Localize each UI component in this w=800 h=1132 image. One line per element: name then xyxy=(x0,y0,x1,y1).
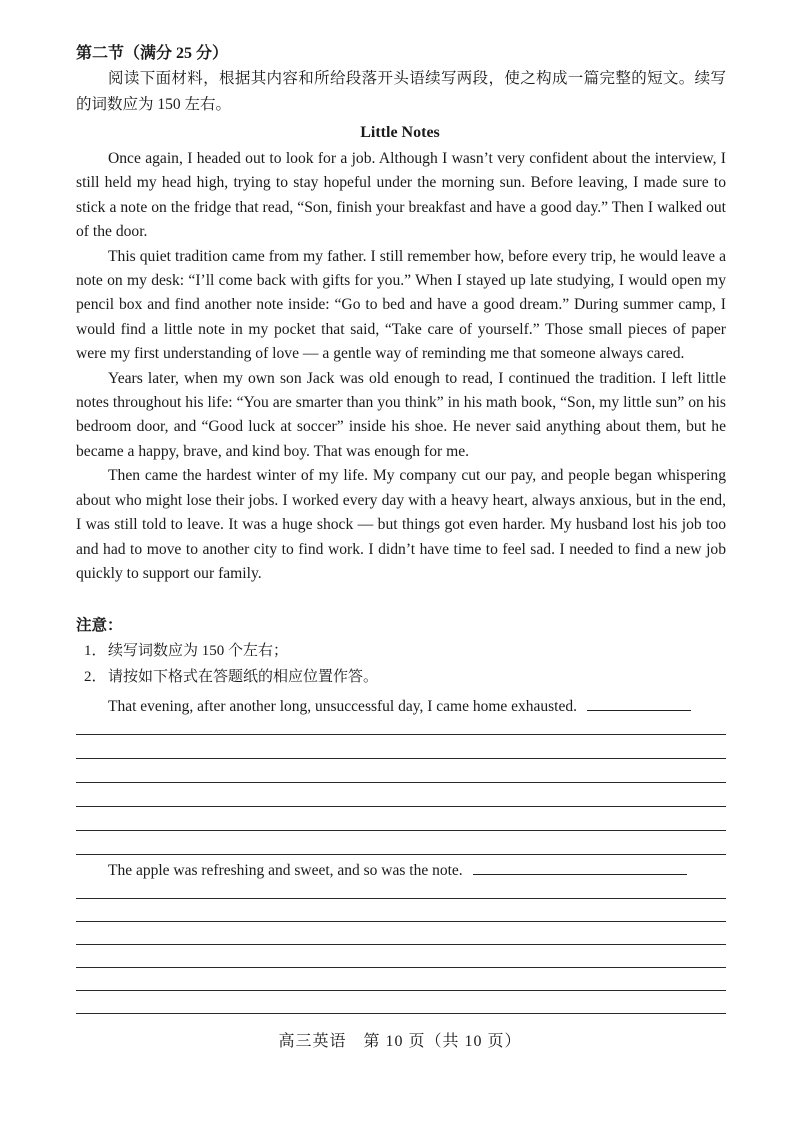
story-paragraph: Years later, when my own son Jack was old enough to read, I continued the tradition. I left little notes throughout his life: “You are smarter than you think” in his math book, “Son, my little sun” on his bedroom door, and “Good luck at soccer” inside his shoe. He never said anything about them, but he became a happy, brave, and kind boy. That was enough for me. xyxy=(76,369,726,460)
paragraph-prompt-2 xyxy=(108,860,687,880)
page-footer: 高三英语 第 10 页（共 10 页） xyxy=(278,1033,522,1050)
story-paragraph: This quiet tradition came from my father. I still remember how, before every trip, he would leave a note on my desk: “I’ll come back with gifts for you.” When I stayed up late studying, I would open my pencil box and find another note inside: “Go to bed and have a good dream.” During summer camp, I would find a little note in my pocket that said, “Take care of yourself.” Those small pieces of paper were my first understanding of love — a gentle way of reminding me that someone always cared. xyxy=(76,247,726,363)
note-number: 2． xyxy=(84,669,107,685)
paragraph-prompt-1 xyxy=(108,696,691,716)
note-text: 续写词数应为 150 个左右； xyxy=(108,643,289,659)
story-title: Little Notes xyxy=(360,124,440,141)
story-body xyxy=(76,147,726,586)
answer-blank[interactable] xyxy=(473,860,687,875)
answer-line[interactable] xyxy=(76,854,726,855)
note-number: 1． xyxy=(84,643,107,659)
answer-line[interactable] xyxy=(76,734,726,735)
answer-line[interactable] xyxy=(76,1013,726,1014)
note-item xyxy=(84,665,378,686)
answer-line[interactable] xyxy=(76,806,726,807)
answer-line[interactable] xyxy=(76,758,726,759)
story-paragraph: Then came the hardest winter of my life. My company cut our pay, and people began whispering about who might lose their jobs. I worked every day with a heavy heart, always anxious, but in the end, I was still told to leave. It was a huge shock — but things got even harder. My husband lost his job too and had to move to another city to find work. I didn’t have time to feel sad. I needed to find a new job quickly to support our family. xyxy=(76,467,726,582)
answer-line[interactable] xyxy=(76,782,726,783)
answer-line[interactable] xyxy=(76,944,726,945)
answer-line[interactable] xyxy=(76,898,726,899)
answer-line[interactable] xyxy=(76,967,726,968)
answer-blank[interactable] xyxy=(587,696,691,711)
answer-line[interactable] xyxy=(76,921,726,922)
answer-line[interactable] xyxy=(76,990,726,991)
notes-heading: 注意： xyxy=(76,617,123,634)
prompt-text: The apple was refreshing and sweet, and so was the note. xyxy=(108,862,463,879)
prompt-text: That evening, after another long, unsuccessful day, I came home exhausted. xyxy=(108,698,577,715)
answer-line[interactable] xyxy=(76,830,726,831)
note-item xyxy=(84,639,288,660)
story-paragraph: Once again, I headed out to look for a job. Although I wasn’t very confident about the interview, I still held my head high, trying to stay hopeful under the morning sun. Before leaving, I made sure to stick a note on the fridge that read, “Son, finish your breakfast and have a good day.” Then I walked out of the door. xyxy=(76,150,726,241)
note-text: 请按如下格式在答题纸的相应位置作答。 xyxy=(108,669,379,685)
instructions-text: 阅读下面材料，根据其内容和所给段落开头语续写两段，使之构成一篇完整的短文。续写的词数应为 150 左右。 xyxy=(76,70,726,113)
section-title: 第二节（满分 25 分） xyxy=(76,45,229,62)
